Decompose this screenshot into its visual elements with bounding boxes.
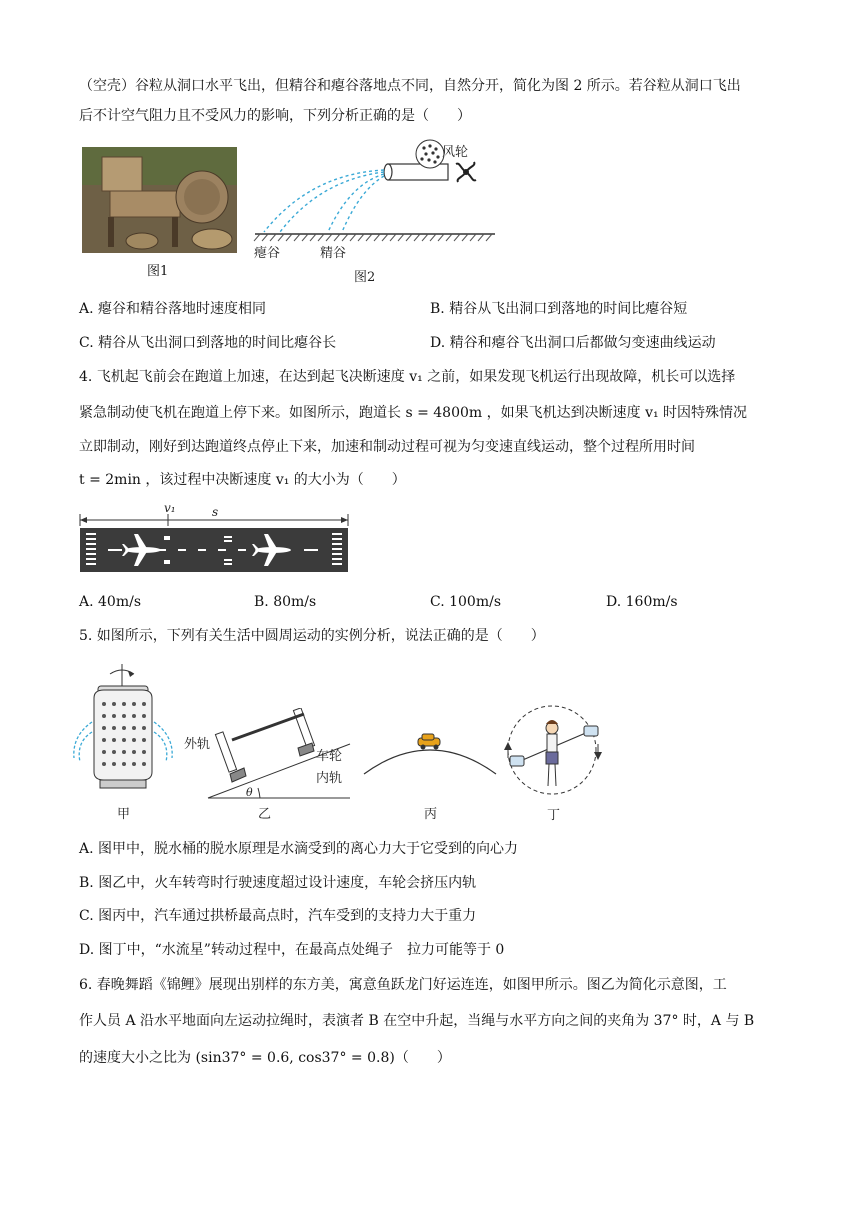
caption-bing: 丙	[424, 807, 438, 822]
q3-option-d: D. 精谷和瘪谷飞出洞口后都做匀变速曲线运动	[430, 335, 716, 351]
q5-text-line1: 5. 如图所示，下列有关生活中圆周运动的实例分析，说法正确的是（ ）	[79, 628, 545, 644]
q3-option-a: A. 瘪谷和精谷落地时速度相同	[79, 301, 267, 317]
caption-ding: 丁	[547, 808, 561, 823]
runway-diagram	[78, 500, 353, 576]
caption-yi: 乙	[258, 807, 272, 822]
theta-label: θ	[246, 786, 253, 799]
q5-option-b: B. 图乙中，火车转弯时行驶速度超过设计速度，车轮会挤压内轨	[79, 875, 477, 891]
q6-text-line2: 作人员 A 沿水平地面向左运动拉绳时，表演者 B 在空中升起，当绳与水平方向之间的夹角为 37° 时，A 与 B	[79, 1013, 755, 1029]
q4-text-line4: t = 2min ，该过程中决断速度 v₁ 的大小为（ ）	[79, 472, 406, 488]
q5-option-d: D. 图丁中，“水流星”转动过程中，在最高点处绳子 拉力可能等于 0	[79, 942, 505, 958]
banked-rail-figure	[180, 708, 360, 824]
q3-text-line1: （空壳）谷粒从洞口水平飞出，但精谷和瘪谷落地点不同，自然分开，简化为图 2 所示。若谷粒从洞口飞出	[79, 78, 741, 94]
outer-rail-label: 外轨	[184, 737, 211, 752]
runway-length-label: s	[212, 505, 219, 519]
q4-option-a: A. 40m/s	[79, 594, 142, 610]
fan-label: 风轮	[442, 145, 469, 160]
wheel-label: 车轮	[316, 749, 343, 764]
q4-text-line3: 立即制动，刚好到达跑道终点停止下来，加速和制动过程可视为匀变速直线运动，整个过程所用时间	[79, 439, 695, 455]
winnowing-machine-photo	[82, 147, 237, 253]
empty-grain-label: 瘪谷	[254, 246, 281, 261]
q4-option-d: D. 160m/s	[606, 594, 678, 610]
inner-rail-label: 内轨	[316, 771, 343, 786]
q6-text-line1: 6. 春晚舞蹈《锦鲤》展现出别样的东方美，寓意鱼跃龙门好运连连，如图甲所示。图乙为简化示意图，工	[79, 977, 727, 993]
q5-option-c: C. 图丙中，汽车通过拱桥最高点时，汽车受到的支持力大于重力	[79, 908, 477, 924]
q6-text-line3: 的速度大小之比为 (sin37° = 0.6, cos37° = 0.8)（ ）	[79, 1050, 451, 1066]
q4-text-line1: 4. 飞机起飞前会在跑道上加速，在达到起飞决断速度 v₁ 之前，如果发现飞机运行出现故障，机长可以选择	[79, 369, 736, 385]
fig1-caption: 图1	[147, 264, 169, 279]
q3-option-b: B. 精谷从飞出洞口到落地的时间比瘪谷短	[430, 301, 688, 317]
q3-text-line2: 后不计空气阻力且不受风力的影响，下列分析正确的是（ ）	[79, 108, 471, 124]
decision-speed-label: v₁	[164, 501, 176, 515]
q4-option-b: B. 80m/s	[254, 594, 317, 610]
arch-bridge-figure	[360, 726, 500, 824]
spin-dryer-figure	[70, 662, 180, 822]
q5-option-a: A. 图甲中，脱水桶的脱水原理是水滴受到的离心力大于它受到的向心力	[79, 841, 519, 857]
caption-jia: 甲	[117, 807, 131, 822]
q3-option-c: C. 精谷从飞出洞口到落地的时间比瘪谷长	[79, 335, 337, 351]
full-grain-label: 精谷	[320, 246, 347, 261]
fig2-caption: 图2	[354, 270, 376, 285]
q4-text-line2: 紧急制动使飞机在跑道上停下来。如图所示，跑道长 s = 4800m ，如果飞机达到决断速度 v₁ 时因特殊情况	[79, 405, 748, 421]
water-meteor-figure	[500, 700, 610, 824]
q4-option-c: C. 100m/s	[430, 594, 502, 610]
grain-trajectory-diagram	[250, 138, 500, 288]
